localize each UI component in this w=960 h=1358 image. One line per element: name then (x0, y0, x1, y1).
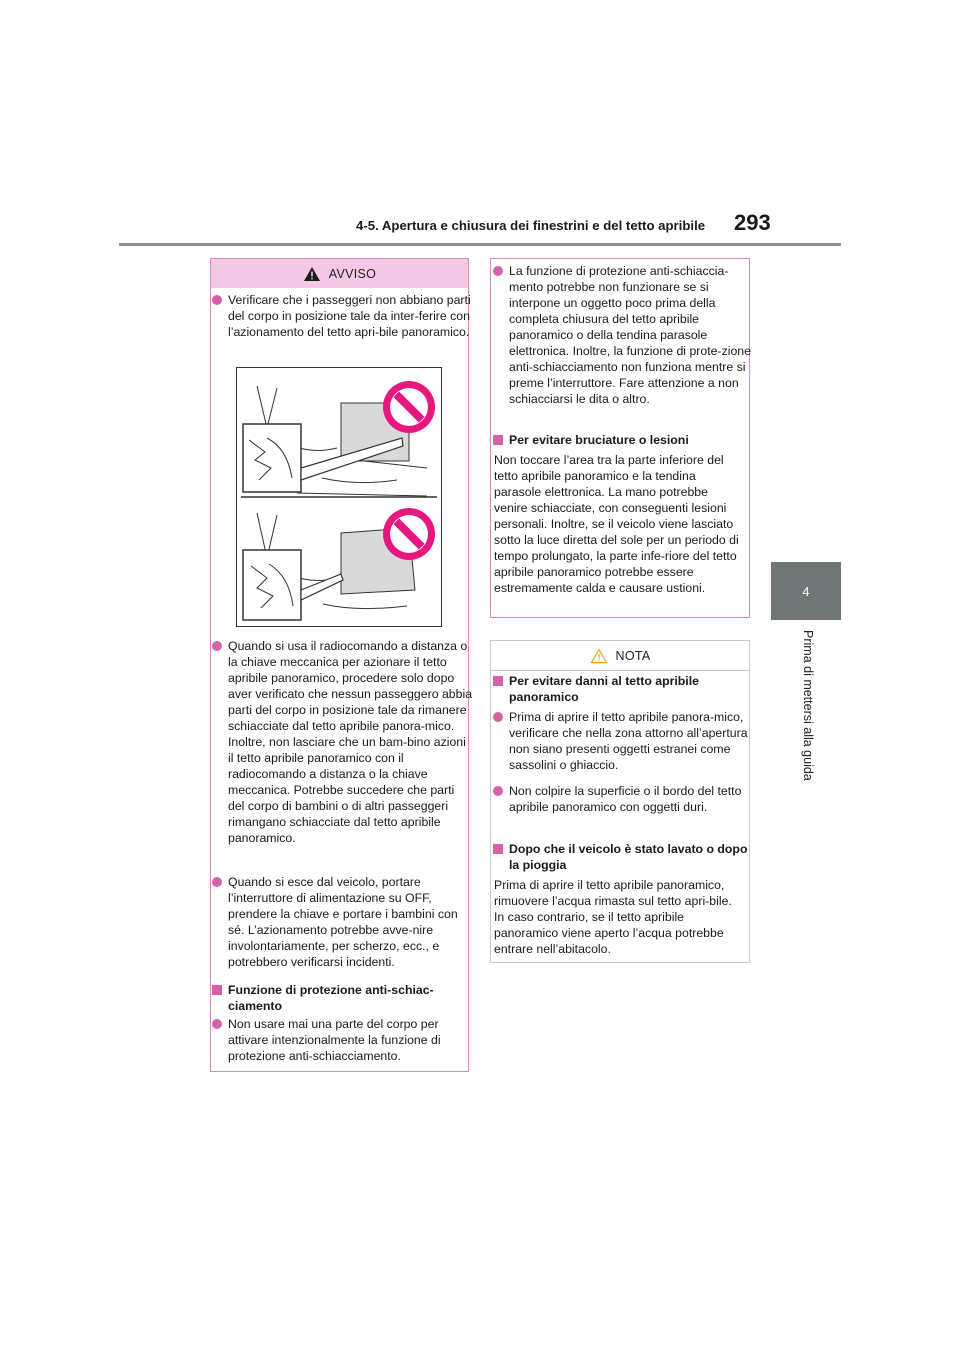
warning-bullet-4: Non usare mai una parte del corpo per attivare intenzionalmente la funzione di protezione anti-schiacciamento. (212, 1016, 474, 1064)
warning-bullet-1: Verificare che i passeggeri non abbiano parti del corpo in posizione tale da inter-ferire con l’azionamento del tetto apri-bile panoramico. (212, 292, 474, 340)
bullet-icon (493, 266, 503, 276)
square-bullet-icon (493, 676, 503, 686)
warning-bullet-5: La funzione di protezione anti-schiaccia-mento potrebbe non funzionare se si interpone un oggetto poco prima della completa chiusura del tetto apribile panoramico o della tendina parasole elettronica. Inoltre, la funzione di prote-zione anti-schiacciamento non funziona mentre si preme l’interruttore. Fare attenzione a non schiacciarsi le dita o altro. (493, 263, 757, 407)
warning-header (211, 259, 468, 288)
warning-bullet-2: Quando si usa il radiocomando a distanza o la chiave meccanica per azionare il tetto apribile panoramico, procedere solo dopo aver verificato che nessun passeggero abbia parti del corpo in posizione tale da rimanere schiacciate dal tetto apribile panora-mico. Inoltre, non lasciare che un bam-bino azioni il tetto apribile panoramico con il radiocomando a distanza o la chiave meccanica. Potrebbe succedere che parti del corpo di bambini o di altri passeggeri rimangano schiacciate dal tetto apribile panoramico. (212, 638, 474, 846)
square-bullet-icon (493, 435, 503, 445)
chapter-title: 4-5. Apertura e chiusura dei finestrini e del tetto apribile (356, 218, 706, 233)
note-heading-wash: Dopo che il veicolo è stato lavato o dopo la pioggia (493, 841, 749, 873)
note-heading-damage: Per evitare danni al tetto apribile panoramico (493, 673, 749, 705)
bullet-icon (212, 877, 222, 887)
bullet-icon (493, 786, 503, 796)
note-bullet-2: Non colpire la superficie o il bordo del tetto apribile panoramico con oggetti duri. (493, 783, 749, 815)
page-number: 293 (734, 210, 771, 235)
note-title: NOTA (615, 648, 651, 663)
warning-heading-burns: Per evitare bruciature o lesioni (493, 432, 757, 448)
warning-title: AVVISO (328, 266, 377, 281)
bullet-icon (212, 295, 222, 305)
header-rule (119, 243, 841, 246)
square-bullet-icon (212, 985, 222, 995)
warning-paragraph-burns: Non toccare l’area tra la parte inferiore del tetto apribile panoramico e la tendina parasole elettronica. La mano potrebbe venire schiacciate, con conseguenti lesioni personali. Inoltre, se il veicolo viene lasciato sotto la luce diretta del sole per un periodo di tempo prolungato, la parte infe-riore del tetto apribile panoramico potrebbe essere estremamente calda e causare ustioni. (494, 453, 739, 595)
square-bullet-icon (493, 844, 503, 854)
chapter-tab-label: Prima di mettersi alla guida (801, 630, 815, 781)
warning-heading-anti-pinch: Funzione di protezione anti-schiac-ciamento (212, 982, 474, 1014)
chapter-tab[interactable]: 4 (771, 562, 841, 620)
bullet-icon (212, 1019, 222, 1029)
bullet-icon (212, 641, 222, 651)
warning-triangle-icon (303, 266, 321, 282)
illustration-svg (237, 368, 441, 626)
sunroof-warning-illustration (236, 367, 442, 627)
note-paragraph-wash: Prima di aprire il tetto apribile panoramico, rimuovere l’acqua rimasta sul tetto apri-bile. In caso contrario, se il tetto apribile panoramico viene aperto l’acqua potrebbe entrare nell’abitacolo. (494, 878, 732, 956)
bullet-icon (493, 712, 503, 722)
warning-bullet-3: Quando si esce dal veicolo, portare l’interruttore di alimentazione su OFF, prendere la chiave e portare i bambini con sé. L’azionamento potrebbe avve-nire involontariamente, per scherzo, ecc., e potrebbero verificarsi incidenti. (212, 874, 474, 970)
caution-triangle-icon (590, 648, 608, 664)
note-header (491, 641, 749, 671)
note-bullet-1: Prima di aprire il tetto apribile panora-mico, verificare che nella zona attorno all’apertura non siano presenti oggetti estranei come sassolini o ghiaccio. (493, 709, 755, 773)
